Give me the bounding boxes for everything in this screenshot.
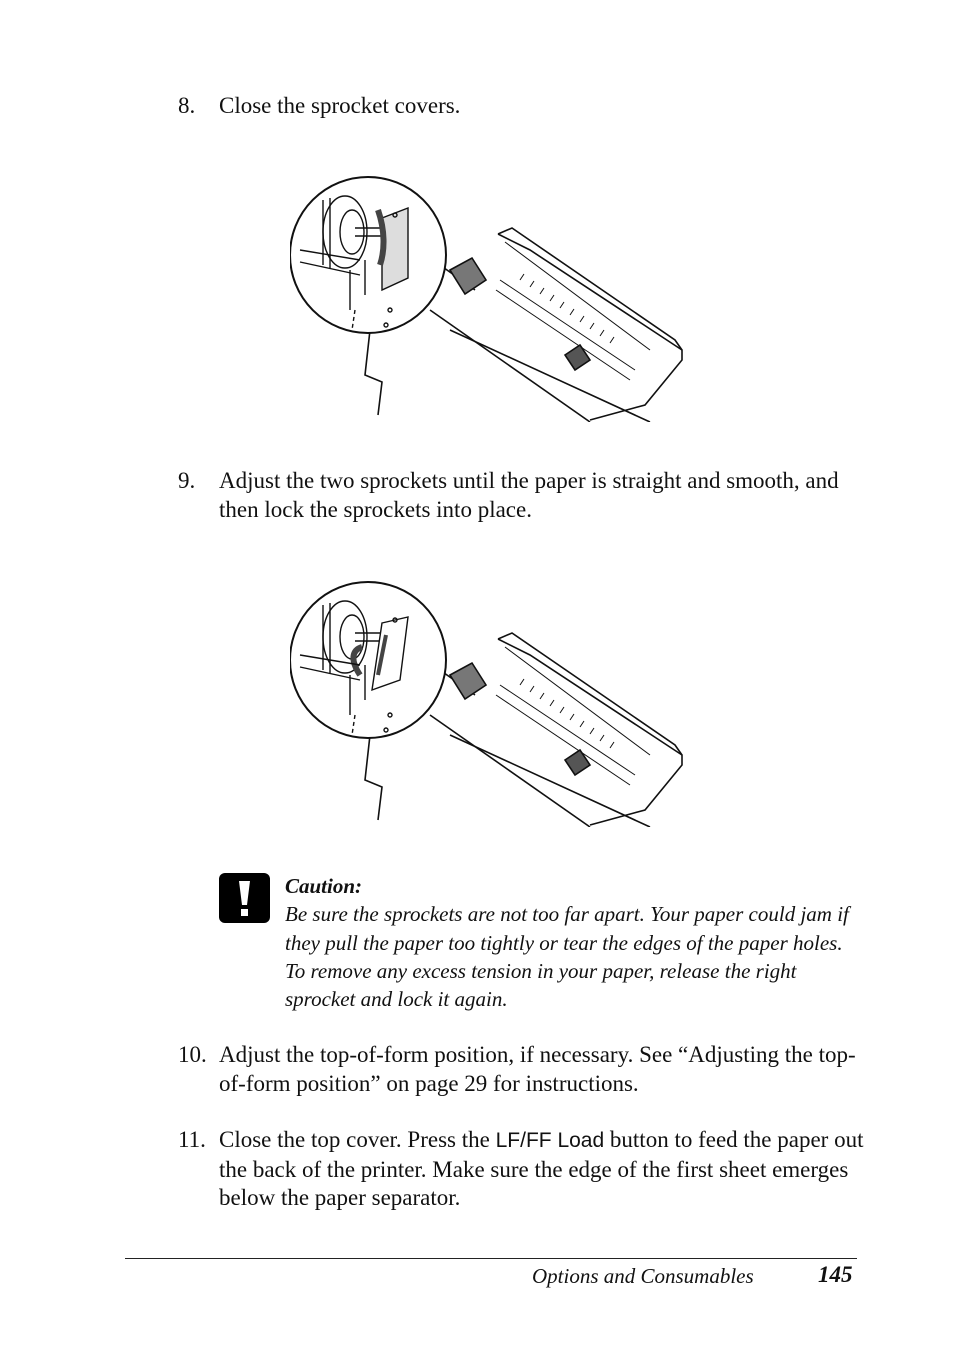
step-number: 9. <box>178 468 196 493</box>
step-text <box>219 1126 868 1213</box>
page-number: 145 <box>818 1262 853 1287</box>
step-text: Adjust the two sprockets until the paper is straight and smooth, and then lock the sprockets into place. <box>219 468 839 522</box>
step-number: 11. <box>178 1127 206 1152</box>
step-number: 8. <box>178 93 196 118</box>
step-text: Adjust the top-of-form position, if necessary. See “Adjusting the top-of-form position” on page 29 for instructions. <box>219 1042 856 1096</box>
lf-ff-load-button-label: LF/FF Load <box>495 1129 605 1152</box>
sprocket-cover-illustration <box>290 170 690 422</box>
caution-note <box>285 872 865 1013</box>
step-text-after: button to feed the paper out the back of the printer. Make sure the edge of the first sheet emerges below the paper separator. <box>219 1127 864 1210</box>
step-text: Close the sprocket covers. <box>219 93 461 118</box>
caution-icon <box>218 872 271 924</box>
caution-heading: Caution: <box>285 874 363 898</box>
footer-section-title: Options and Consumables <box>532 1264 754 1288</box>
step-number: 10. <box>178 1042 207 1067</box>
footer-rule <box>125 1258 857 1259</box>
step-text-before: Close the top cover. Press the <box>219 1127 496 1152</box>
sprocket-lock-illustration <box>290 575 690 827</box>
caution-body: Be sure the sprockets are not too far apart. Your paper could jam if they pull the paper too tightly or tear the edges of the paper holes. To remove any excess tension in your paper, release the right sprocket and lock it again. <box>285 902 849 1012</box>
